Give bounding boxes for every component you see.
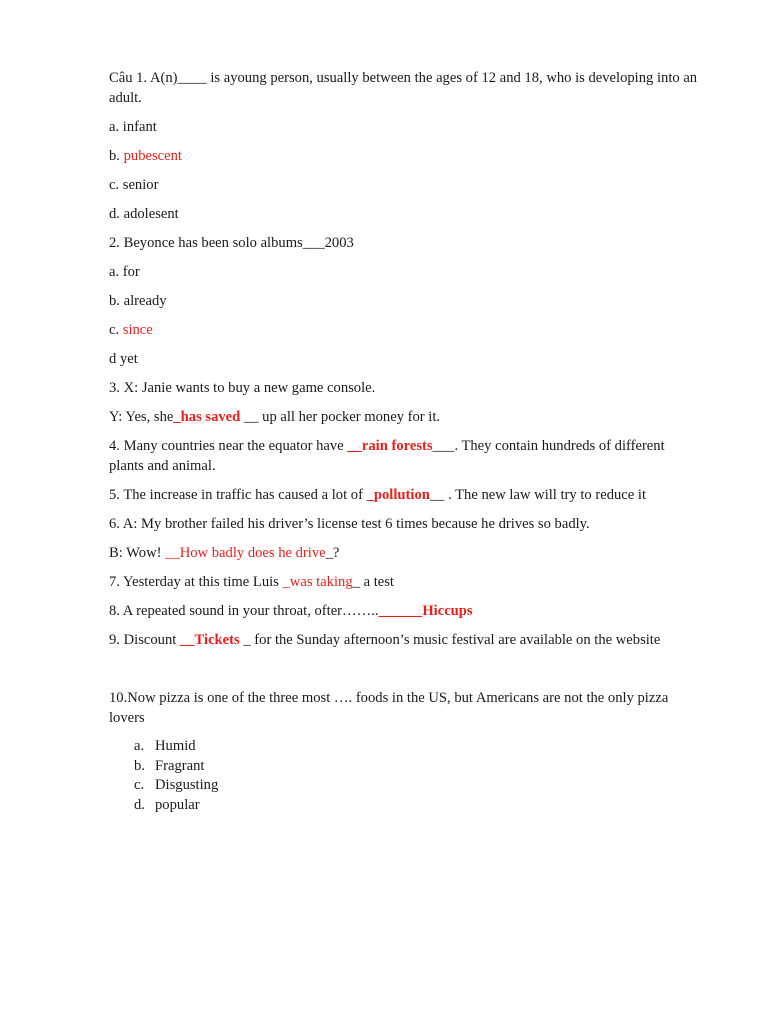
sentence-end: __ up all her pocker money for it. [240, 409, 441, 425]
sentence-end: _? [325, 545, 340, 561]
question-2-option-b: b. already [109, 293, 167, 309]
question-7 [109, 572, 699, 592]
question-1-option-b [109, 146, 699, 166]
answer-highlight: __Tickets [179, 632, 240, 648]
question-3-line-1: 3. X: Janie wants to buy a new game console. [109, 380, 376, 396]
sentence-start: 7. Yesterday at this time Luis [109, 574, 283, 590]
blank-spacer [109, 659, 699, 688]
sentence-start: B: Wow! [109, 545, 166, 561]
sentence-end: _ a test [352, 574, 394, 590]
option-marker: a. [134, 738, 145, 754]
option-text: popular [155, 796, 200, 813]
sentence-start: 5. The increase in traffic has caused a lot of [109, 487, 367, 503]
answer-highlight: since [122, 322, 153, 338]
question-8 [109, 601, 699, 621]
question-1-stem: Câu 1. A(n)____ is ayoung person, usually between the ages of 12 and 18, who is developing into an adult. [109, 70, 698, 106]
question-6-line-2 [109, 543, 699, 563]
sentence-start: 9. Discount [109, 632, 180, 648]
answer-highlight: _was taking [282, 574, 353, 590]
option-marker: c. [134, 777, 145, 793]
option-marker: d. [134, 796, 145, 813]
answer-highlight: __How badly does he drive [165, 545, 326, 561]
sentence-start: 8. A repeated sound in your throat, ofter…….. [109, 603, 379, 619]
question-10-option-d [109, 796, 699, 816]
question-2-stem: 2. Beyonce has been solo albums___2003 [109, 235, 354, 251]
question-5 [109, 485, 699, 505]
sentence-end: ___. They contain hundreds of different plants and animal. [109, 438, 665, 474]
question-10-option-c [109, 776, 699, 796]
question-1-option-c: c. senior [109, 177, 159, 193]
question-6-line-1: 6. A: My brother failed his driver’s license test 6 times because he drives so badly. [109, 516, 590, 532]
answer-highlight: _pollution [366, 487, 430, 503]
question-10-option-b [109, 757, 699, 777]
question-10-stem: 10.Now pizza is one of the three most …. foods in the US, but Americans are not the only pizza lovers [109, 690, 669, 726]
question-2-option-d: d yet [109, 351, 138, 367]
option-text: Fragrant [155, 757, 205, 774]
sentence-end: _ for the Sunday afternoon’s music festival are available on the website [239, 632, 661, 648]
sentence-start: 4. Many countries near the equator have [109, 438, 348, 454]
answer-highlight: pubescent [123, 148, 182, 164]
option-marker: c. [109, 322, 123, 338]
question-4 [109, 436, 699, 476]
option-marker: b. [134, 757, 145, 774]
answer-highlight: _has saved [173, 409, 241, 425]
question-10-option-a [109, 737, 699, 757]
document-page [109, 68, 699, 815]
question-2-option-c [109, 320, 699, 340]
option-text: Humid [155, 738, 196, 754]
question-10-options [109, 737, 699, 815]
answer-highlight: __rain forests [347, 438, 433, 454]
answer-highlight: ______Hiccups [378, 603, 473, 619]
question-2-option-a: a. for [109, 264, 140, 280]
question-1-option-d: d. adolesent [109, 206, 179, 222]
question-1-option-a: a. infant [109, 119, 157, 135]
sentence-end: __ . The new law will try to reduce it [429, 487, 647, 503]
option-text: Disgusting [155, 777, 219, 793]
question-3-line-2 [109, 407, 699, 427]
question-9 [109, 630, 699, 650]
option-marker: b. [109, 148, 124, 164]
sentence-start: Y: Yes, she [109, 409, 174, 425]
